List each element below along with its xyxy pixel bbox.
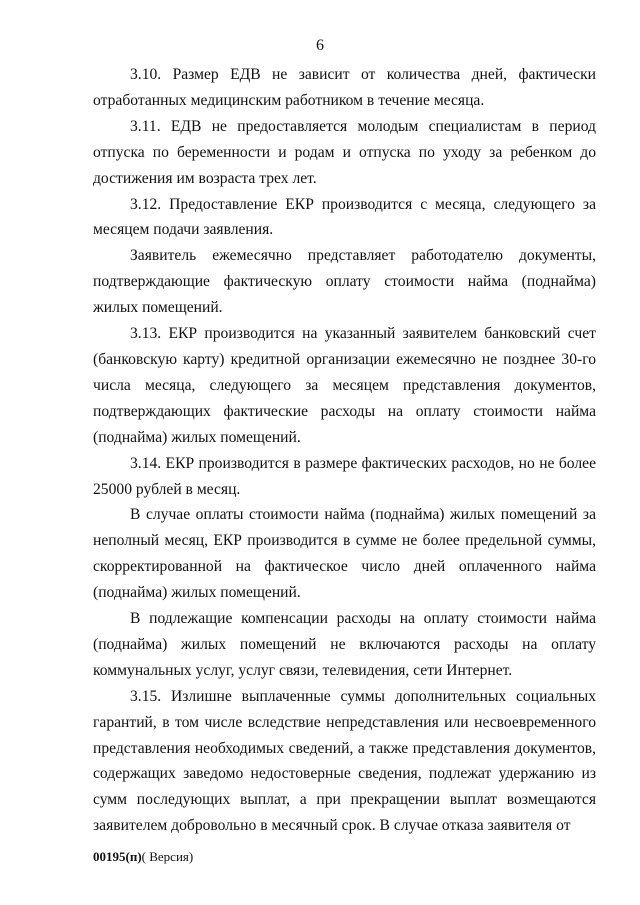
paragraph-3-10: 3.10. Размер ЕДВ не зависит от количества дней, фактически отработанных медицинским работником в течение месяца. bbox=[93, 66, 596, 109]
document-body bbox=[93, 62, 596, 839]
paragraph-3-15: 3.15. Излишне выплаченные суммы дополнительных социальных гарантий, в том числе вследствие непредставления или несвоевременного представления необходимых сведений, а также представления документов, содержащих заведомо недостоверные сведения, подлежат удержанию из сумм последующих выплат, а при прекращении выплат возмещаются заявителем добровольно в месячный срок. В случае отказа заявителя от bbox=[93, 687, 596, 835]
paragraph-3-13: 3.13. ЕКР производится на указанный заявителем банковский счет (банковскую карту) кредитной организации ежемесячно не позднее 30-го числа месяца, следующего за месяцем представления документов, подтверждающих фактические расходы на оплату стоимости найма (поднайма) жилых помещений. bbox=[93, 325, 596, 446]
paragraph-excluded-expenses: В подлежащие компенсации расходы на оплату стоимости найма (поднайма) жилых помещений не включаются расходы на оплату коммунальных услуг, услуг связи, телевидения, сети Интернет. bbox=[93, 610, 596, 679]
page-number: 6 bbox=[316, 37, 324, 54]
paragraph-partial-month: В случае оплаты стоимости найма (поднайма) жилых помещений за неполный месяц, ЕКР производится в сумме не более предельной суммы, скорректированной на фактическое число дней оплаченного найма (поднайма) жилых помещений. bbox=[93, 506, 596, 602]
paragraph-3-12: 3.12. Предоставление ЕКР производится с месяца, следующего за месяцем подачи заявления. bbox=[93, 195, 596, 239]
paragraph-applicant-documents: Заявитель ежемесячно представляет работодателю документы, подтверждающие фактическую оплату стоимости найма (поднайма) жилых помещений. bbox=[93, 247, 596, 317]
paragraph-3-14: 3.14. ЕКР производится в размере фактических расходов, но не более 25000 рублей в месяц. bbox=[93, 454, 596, 498]
document-code: 00195(п) bbox=[93, 849, 142, 864]
document-footer bbox=[93, 849, 193, 865]
document-version: ( Версия) bbox=[141, 849, 194, 864]
paragraph-3-11: 3.11. ЕДВ не предоставляется молодым специалистам в период отпуска по беременности и родам и отпуска по уходу за ребенком до достижения им возраста трех лет. bbox=[93, 117, 596, 187]
